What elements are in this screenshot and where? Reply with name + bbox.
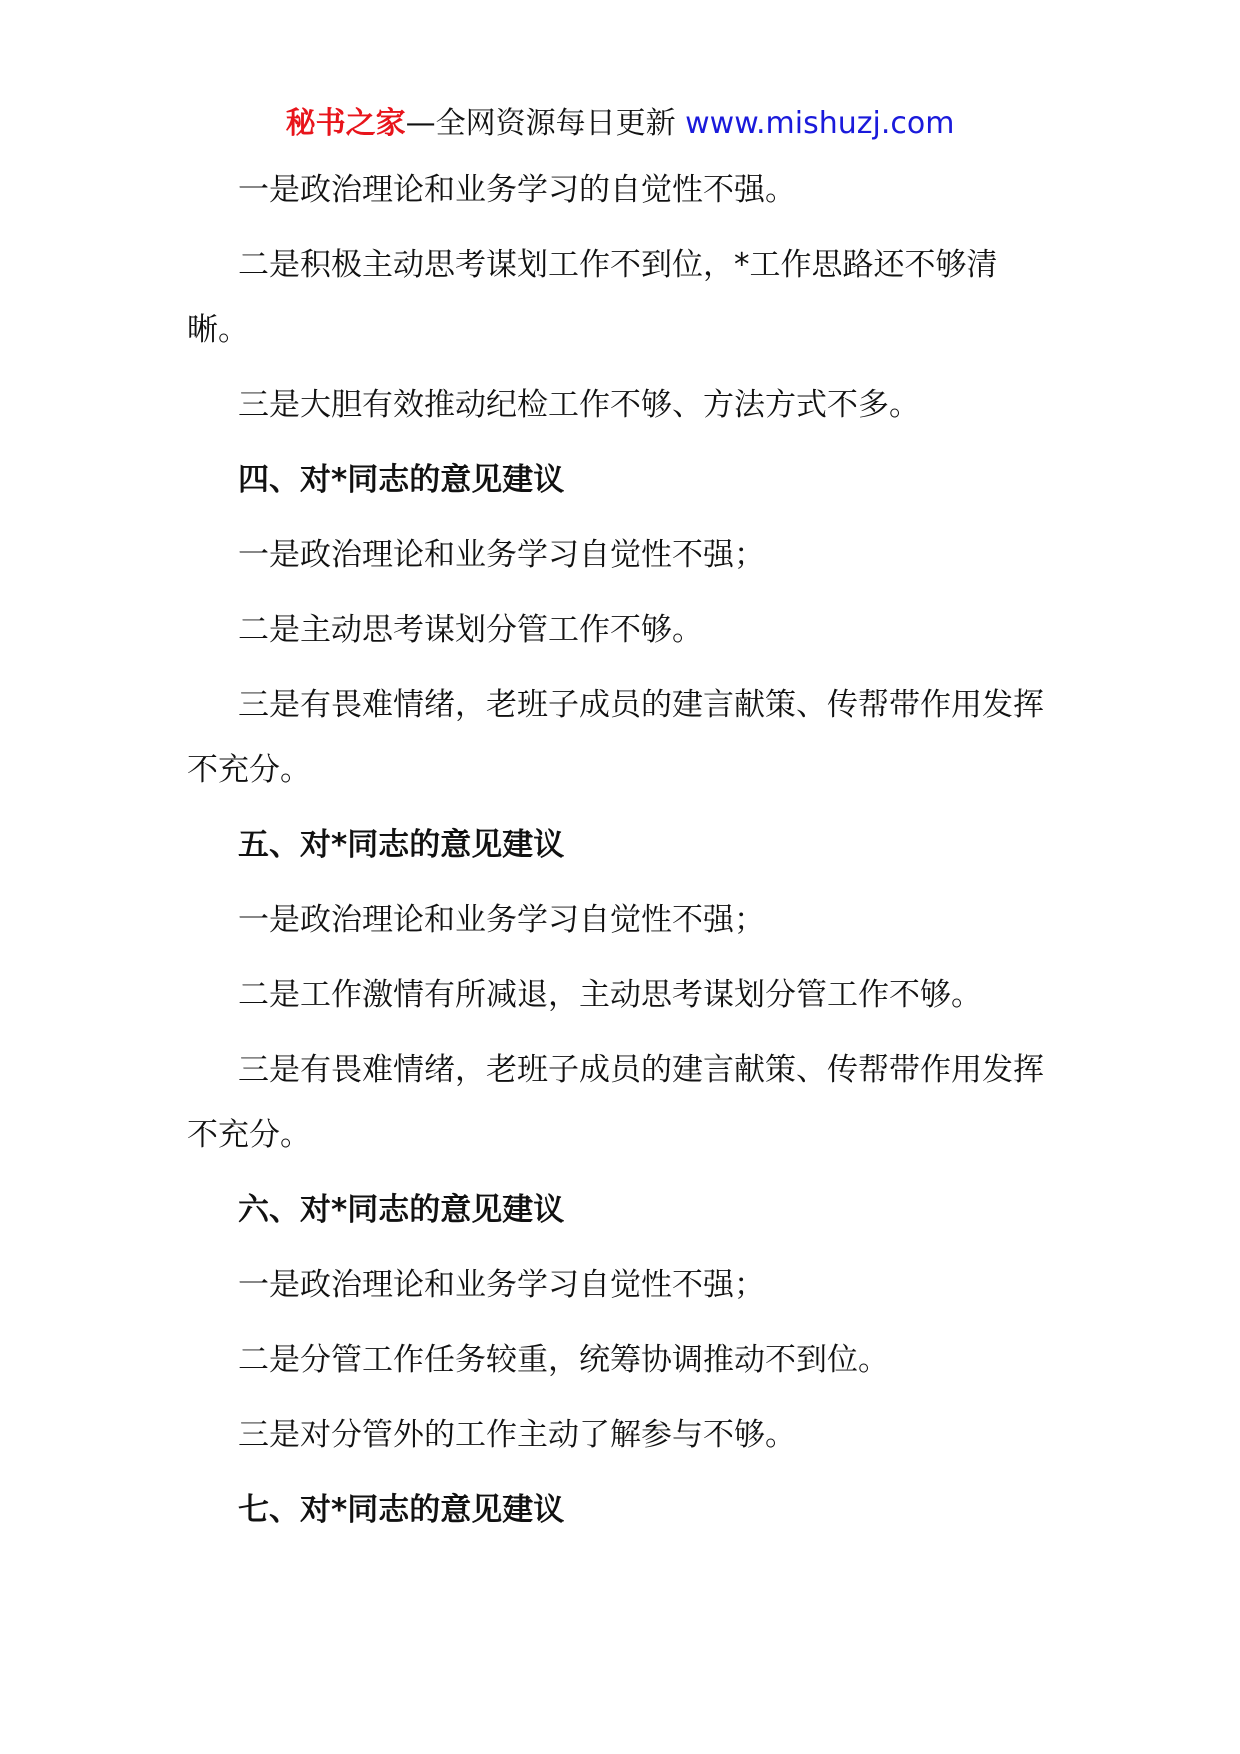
paragraph: 二是工作激情有所减退，主动思考谋划分管工作不够。	[238, 977, 982, 1013]
paragraph: 三是对分管外的工作主动了解参与不够。	[238, 1417, 796, 1453]
paragraph: 一是政治理论和业务学习自觉性不强；	[238, 537, 765, 573]
section-heading: 六、对*同志的意见建议	[238, 1192, 565, 1228]
site-header	[0, 96, 1240, 152]
section-heading: 七、对*同志的意见建议	[238, 1492, 565, 1528]
document-body	[187, 158, 1053, 1553]
paragraph: 二是分管工作任务较重，统筹协调推动不到位。	[238, 1342, 889, 1378]
paragraph: 一是政治理论和业务学习自觉性不强；	[238, 902, 765, 938]
paragraph: 三是有畏难情绪，老班子成员的建言献策、传帮带作用发挥不充分。	[187, 1052, 1044, 1153]
paragraph: 三是大胆有效推动纪检工作不够、方法方式不多。	[238, 387, 920, 423]
site-brand: 秘书之家	[285, 106, 406, 141]
paragraph: 一是政治理论和业务学习的自觉性不强。	[238, 172, 796, 208]
site-url-link[interactable]: www.mishuzj.com	[685, 106, 955, 141]
paragraph: 一是政治理论和业务学习自觉性不强；	[238, 1267, 765, 1303]
paragraph: 三是有畏难情绪，老班子成员的建言献策、传帮带作用发挥不充分。	[187, 687, 1044, 788]
section-heading: 五、对*同志的意见建议	[238, 827, 565, 863]
paragraph: 二是积极主动思考谋划工作不到位，*工作思路还不够清晰。	[187, 247, 998, 348]
section-heading: 四、对*同志的意见建议	[238, 462, 565, 498]
site-slogan: —全网资源每日更新	[405, 106, 686, 141]
paragraph: 二是主动思考谋划分管工作不够。	[238, 612, 703, 648]
